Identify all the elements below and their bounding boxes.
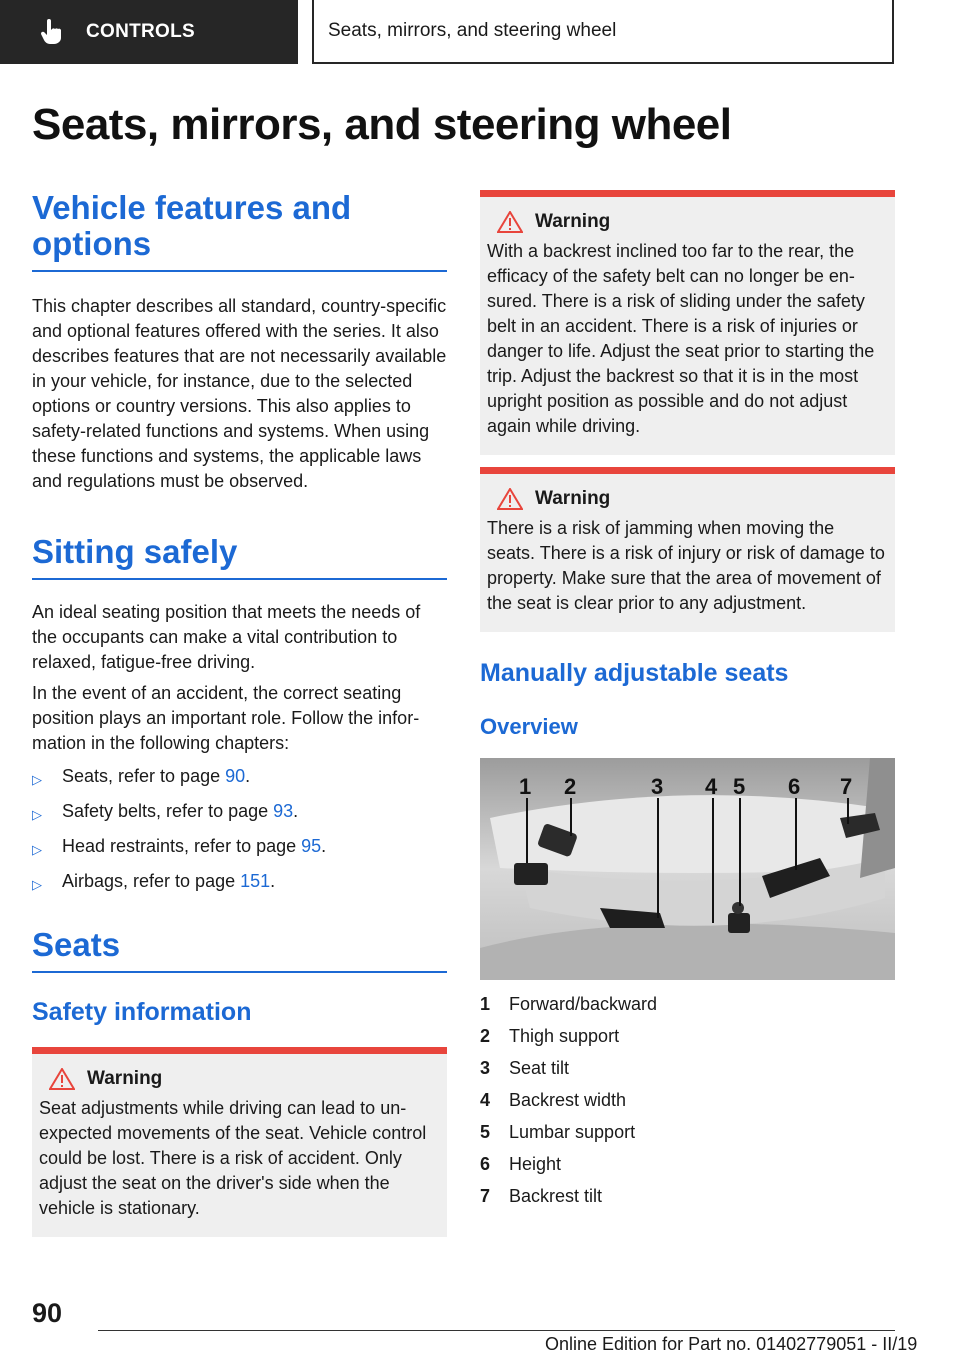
warning-title [39, 1068, 439, 1090]
triangle-bullet-icon: ▷ [32, 877, 42, 892]
list-item: ▷ Safety belts, refer to page 93. [32, 799, 447, 827]
sitting-safely-p1: An ideal seating position that meets the needs of the occupants can make a vital contribution to relaxed, fatigue-free driving. [32, 602, 421, 672]
page-link[interactable]: 151 [240, 871, 271, 891]
warning-triangle-icon [497, 211, 523, 233]
warning-title-text: Warning [535, 488, 611, 509]
heading-seats: Seats [32, 927, 447, 973]
left-column [32, 190, 447, 1237]
legend-item: 6 Height [480, 1154, 562, 1174]
warning-box-backrest [480, 190, 895, 455]
seat-controls-photo [480, 758, 895, 980]
heading-manual-seats: Manually adjustable seats [480, 659, 789, 687]
page-link[interactable]: 90 [225, 766, 246, 786]
edition-text: Online Edition for Part no. 01402779051 - II/19 [545, 1334, 918, 1354]
vehicle-features-body: This chapter describes all standard, country-specific and optional features offered with the series. It also describes features that are not necessarily available in your vehicle, for instance, due to the selected options or country versions. This also applies to safety-related functions and systems. When using these functions and systems, the applicable laws and regulations must be observed. [32, 296, 447, 491]
warning-body: Seat adjustments while driving can lead to unexpected movements of the seat. Vehicle control could be lost. There is a risk of accident. Only adjust the seat on the driver's side when the vehicle is stationary. [39, 1098, 427, 1218]
breadcrumb-label: Seats, mirrors, and steering wheel [328, 20, 617, 41]
triangle-bullet-icon: ▷ [32, 772, 42, 787]
list-item: ▷ Seats, refer to page 90. [32, 764, 447, 792]
heading-safety-information: Safety information [32, 998, 252, 1026]
legend-item: 7 Backrest tilt [480, 1186, 603, 1206]
warning-triangle-icon [497, 488, 523, 510]
heading-sitting-safely: Sitting safely [32, 534, 447, 580]
warning-title-text: Warning [87, 1068, 163, 1089]
legend-list [480, 988, 895, 1212]
right-column [480, 190, 895, 1212]
warning-title [487, 211, 887, 233]
list-item-text: Head restraints, refer to page [62, 836, 302, 856]
legend-item: 5 Lumbar support [480, 1122, 636, 1142]
sitting-safely-p2: In the event of an accident, the correct seating position plays an important role. Follow the information in the following chapters: [32, 683, 420, 753]
page-link[interactable]: 93 [273, 801, 294, 821]
heading-vehicle-features: Vehicle features and options [32, 190, 447, 272]
warning-triangle-icon [49, 1068, 75, 1090]
page-number: 90 [32, 1298, 63, 1328]
hand-pointer-icon [40, 19, 66, 45]
list-item: ▷ Airbags, refer to page 151. [32, 869, 447, 897]
callout-6: 6 [788, 774, 801, 799]
list-item: ▷ Head restraints, refer to page 95. [32, 834, 447, 862]
callout-1: 1 [519, 774, 532, 799]
warning-box-seat-adjust [32, 1047, 447, 1237]
heading-overview: Overview [480, 714, 578, 739]
warning-box-jamming [480, 467, 895, 632]
legend-item: 2 Thigh support [480, 1026, 620, 1046]
list-item-text: Seats, refer to page [62, 766, 226, 786]
footer-divider [98, 1330, 895, 1331]
legend-item: 3 Seat tilt [480, 1058, 570, 1078]
callout-5: 5 [733, 774, 746, 799]
triangle-bullet-icon: ▷ [32, 842, 42, 857]
triangle-bullet-icon: ▷ [32, 807, 42, 822]
page-title: Seats, mirrors, and steering wheel [32, 100, 732, 149]
callout-7: 7 [840, 774, 853, 799]
warning-title [487, 488, 887, 510]
warning-body: With a backrest inclined too far to the rear, the efficacy of the safety belt can no longer be ensured. There is a risk of sliding under the safety belt in an accident. There is a risk of injuries or danger to life. Adjust the seat prior to starting the trip. Adjust the backrest so that it is in the most upright position as possible and do not adjust again while driving. [487, 241, 875, 436]
section-tab[interactable] [0, 0, 298, 64]
legend-item: 1 Forward/backward [480, 994, 658, 1014]
list-item-text: Safety belts, refer to page [62, 801, 274, 821]
callout-3: 3 [651, 774, 664, 799]
warning-body: There is a risk of jamming when moving the seats. There is a risk of injury or risk of damage to property. Make sure that the area of movement of the seat is clear prior to any adjustment. [487, 518, 885, 613]
reference-list [32, 764, 447, 897]
warning-title-text: Warning [535, 211, 611, 232]
callout-2: 2 [564, 774, 577, 799]
list-item-text: Airbags, refer to page [62, 871, 241, 891]
breadcrumb [312, 0, 894, 64]
page-link[interactable]: 95 [301, 836, 322, 856]
callout-4: 4 [705, 774, 718, 799]
section-tab-label: CONTROLS [86, 21, 196, 42]
legend-item: 4 Backrest width [480, 1090, 627, 1110]
